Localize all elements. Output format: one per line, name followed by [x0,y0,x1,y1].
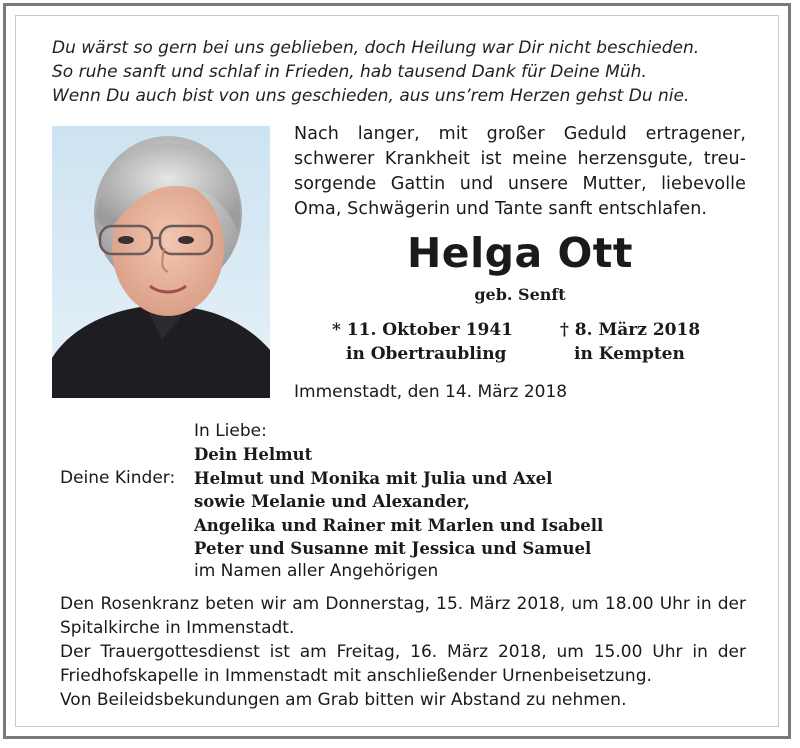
family-line: im Namen aller Angehörigen [194,561,439,582]
condolence-notice: Von Beileidsbekundungen am Grab bitten wir Abstand zu nehmen. [60,690,627,710]
birth-name: geb. Senft [474,285,566,304]
death-date: † 8. März 2018 [560,320,701,340]
family-line: sowie Melanie und Alexander, [194,492,470,512]
children-label: Deine Kinder: [60,467,176,488]
poem [52,36,752,108]
announcement-text: Nach langer, mit großer Geduld ertragener, schwerer Krankheit ist meine herzensgute, treusorgende Gattin und unsere Mutter, liebevolle Oma, Schwägerin und Tante sanft entschlafen. [294,124,746,219]
family-line: Peter und Susanne mit Jessica und Samuel [194,539,592,559]
family-line: Helmut und Monika mit Julia und Axel [194,468,553,488]
poem-line: So ruhe sanft und schlaf in Frieden, hab tausend Dank für Deine Müh. [52,62,647,82]
family-line: Dein Helmut [194,445,313,465]
rosary-notice: Den Rosenkranz beten wir am Donnerstag, 15. März 2018, um 18.00 Uhr in der Spitalkirche in Immenstadt. [60,594,746,638]
death-place: in Kempten [574,344,685,364]
poem-line: Wenn Du auch bist von uns geschieden, aus uns’rem Herzen gehst Du nie. [52,86,690,106]
birth-info [332,318,513,366]
poem-line: Du wärst so gern bei uns geblieben, doch Heilung war Dir nicht beschieden. [52,38,700,58]
family-names [194,420,603,584]
death-info [560,318,700,366]
portrait-photo [52,126,270,398]
deceased-name: Helga Ott [406,229,634,277]
funeral-notice: Der Trauergottesdienst ist am Freitag, 16. März 2018, um 15.00 Uhr in der Friedhofskapelle in Immenstadt mit anschließender Urnenbeisetzung. [60,642,746,686]
family-line: In Liebe: [194,421,267,441]
family-line: Angelika und Rainer mit Marlen und Isabell [194,515,604,535]
service-notice [60,592,746,712]
portrait-image [52,126,270,398]
birth-date: * 11. Oktober 1941 [332,320,513,340]
birth-place: in Obertraubling [346,344,507,364]
place-and-date: Immenstadt, den 14. März 2018 [294,382,568,402]
